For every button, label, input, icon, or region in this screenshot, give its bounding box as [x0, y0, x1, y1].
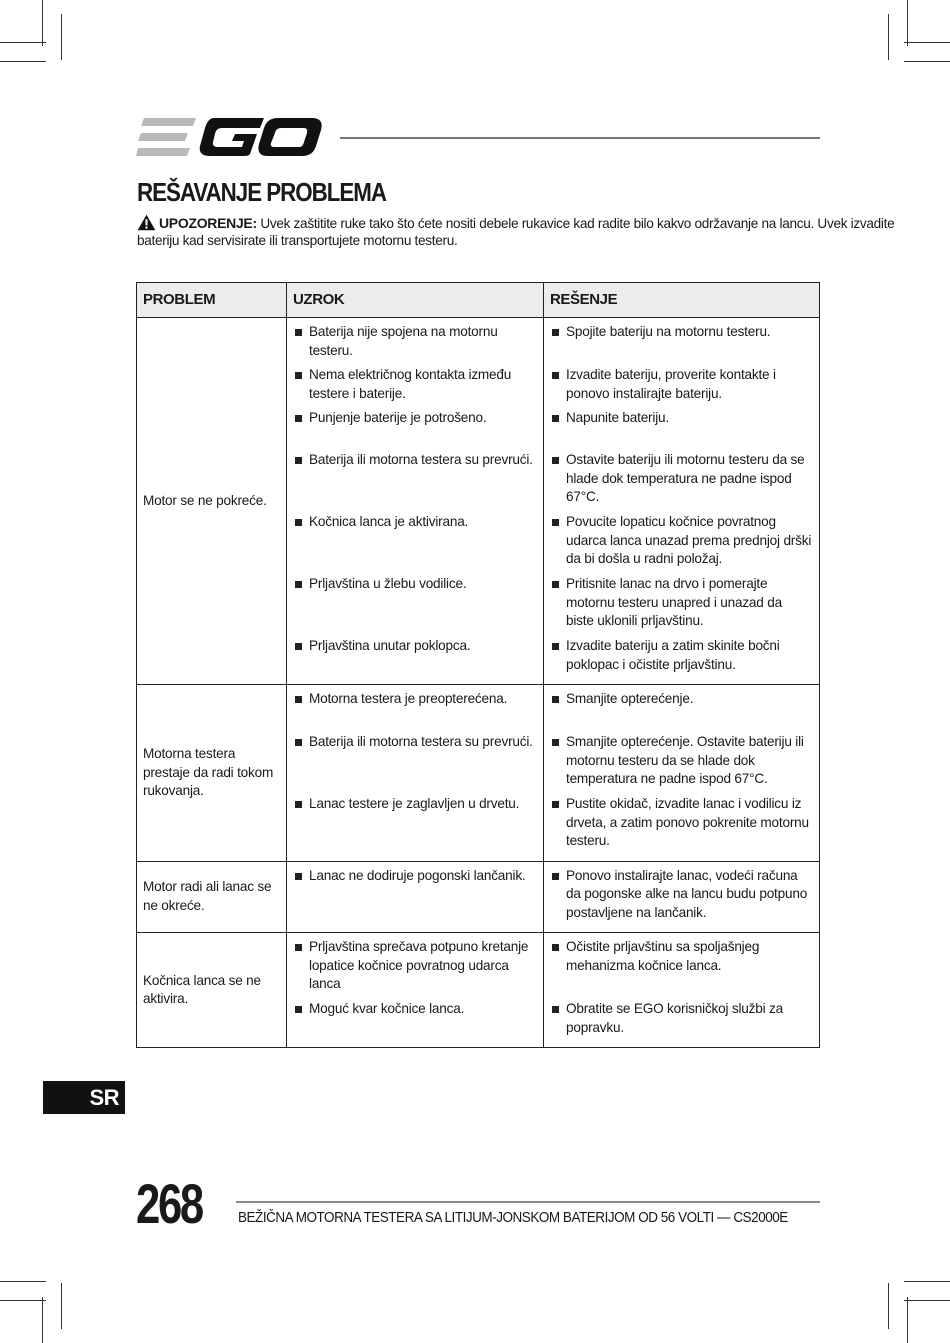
cause-item: Baterija nije spojena na motornu testeru.	[293, 323, 537, 360]
crop-mark	[0, 42, 46, 43]
language-tab: SR	[43, 1081, 125, 1114]
cause-item: Lanac ne dodiruje pogonski lančanik.	[293, 867, 537, 886]
problem-cell: Kočnica lanca se ne aktivira.	[137, 933, 287, 1048]
cause-item: Kočnica lanca je aktivirana.	[293, 513, 537, 569]
warning-label: UPOZORENJE:	[159, 215, 257, 231]
solution-item: Izvadite bateriju, proverite kontakte i ponovo instalirajte bateriju.	[550, 366, 813, 403]
page-title: REŠAVANJE PROBLEMA	[137, 177, 386, 207]
warning-triangle-icon	[137, 214, 156, 231]
footer-rule	[236, 1201, 820, 1203]
cause-item: Punjenje baterije je potrošeno.	[293, 409, 537, 445]
cause-cell	[287, 861, 544, 933]
solution-item: Pustite okidač, izvadite lanac i vodilicu iz drveta, a zatim ponovo pokrenite motornu testeru.	[550, 795, 813, 851]
cause-item: Prljavština u žlebu vodilice.	[293, 575, 537, 631]
table-row	[137, 861, 820, 933]
solution-item: Ostavite bateriju ili motornu testeru da se hlade dok temperatura ne padne ispod 67°C.	[550, 451, 813, 507]
warning-block	[137, 214, 917, 249]
crop-mark	[61, 1283, 62, 1329]
troubleshooting-table	[136, 282, 820, 1048]
solution-item: Smanjite opterećenje.	[550, 690, 813, 727]
solution-cell	[544, 318, 820, 685]
cause-cell	[287, 685, 544, 862]
cause-cell	[287, 933, 544, 1048]
crop-mark	[0, 61, 46, 62]
cause-item: Prljavština unutar poklopca.	[293, 637, 537, 674]
solution-cell	[544, 933, 820, 1048]
crop-mark	[904, 61, 950, 62]
solution-item: Spojite bateriju na motornu testeru.	[550, 323, 813, 360]
crop-mark	[904, 1300, 950, 1301]
footer-text: BEŽIČNA MOTORNA TESTERA SA LITIJUM-JONSKOM BATERIJOM OD 56 VOLTI — CS2000E	[238, 1210, 788, 1226]
problem-cell: Motorna testera prestaje da radi tokom rukovanja.	[137, 685, 287, 862]
solution-item: Povucite lopaticu kočnice povratnog udarca lanca unazad prema prednjoj drški da bi došla u radni položaj.	[550, 513, 813, 569]
solution-cell	[544, 861, 820, 933]
page-number: 268	[136, 1172, 202, 1235]
solution-item: Obratite se EGO korisničkoj službi za popravku.	[550, 1000, 813, 1037]
crop-mark	[907, 0, 908, 46]
solution-item: Smanjite opterećenje. Ostavite bateriju ili motornu testeru da se hlade dok temperatura ne padne ispod 67°C.	[550, 733, 813, 789]
crop-mark	[888, 1283, 889, 1329]
solution-item: Očistite prljavštinu sa spoljašnjeg mehanizma kočnice lanca.	[550, 938, 813, 994]
solution-item: Izvadite bateriju a zatim skinite bočni poklopac i očistite prljavštinu.	[550, 637, 813, 674]
crop-mark	[907, 1297, 908, 1343]
table-row	[137, 685, 820, 862]
column-header-problem: PROBLEM	[137, 283, 287, 318]
ego-logo	[136, 114, 322, 160]
warning-text: Uvek zaštitite ruke tako što ćete nositi debele rukavice kad radite bilo kakvo održavanje na lancu. Uvek izvadite bateriju kad servisirate ili transportujete motornu testeru.	[137, 216, 895, 248]
table-row	[137, 933, 820, 1048]
cause-item: Prljavština sprečava potpuno kretanje lopatice kočnice povratnog udarca lanca	[293, 938, 537, 994]
cause-item: Baterija ili motorna testera su prevrući.	[293, 451, 537, 507]
cause-item: Moguć kvar kočnice lanca.	[293, 1000, 537, 1019]
crop-mark	[904, 1281, 950, 1282]
cause-cell	[287, 318, 544, 685]
crop-mark	[61, 14, 62, 60]
solution-item: Pritisnite lanac na drvo i pomerajte motornu testeru unapred i unazad da biste uklonili prljavštinu.	[550, 575, 813, 631]
crop-mark	[0, 1300, 46, 1301]
crop-mark	[0, 1281, 46, 1282]
crop-mark	[888, 14, 889, 60]
solution-item: Napunite bateriju.	[550, 409, 813, 445]
table-header-row	[137, 283, 820, 318]
cause-item: Motorna testera je preopterećena.	[293, 690, 537, 727]
cause-item: Baterija ili motorna testera su prevrući.	[293, 733, 537, 789]
problem-cell: Motor se ne pokreće.	[137, 318, 287, 685]
crop-mark	[904, 42, 950, 43]
column-header-cause: UZROK	[287, 283, 544, 318]
crop-mark	[42, 1297, 43, 1343]
cause-item: Nema električnog kontakta između testere i baterije.	[293, 366, 537, 403]
header-rule	[340, 137, 820, 139]
solution-item: Ponovo instalirajte lanac, vodeći računa da pogonske alke na lancu budu potpuno postavljene na lančanik.	[550, 867, 813, 923]
cause-item: Lanac testere je zaglavljen u drvetu.	[293, 795, 537, 832]
column-header-solution: REŠENJE	[544, 283, 820, 318]
problem-cell: Motor radi ali lanac se ne okreće.	[137, 861, 287, 933]
crop-mark	[42, 0, 43, 46]
solution-cell	[544, 685, 820, 862]
table-row	[137, 318, 820, 685]
